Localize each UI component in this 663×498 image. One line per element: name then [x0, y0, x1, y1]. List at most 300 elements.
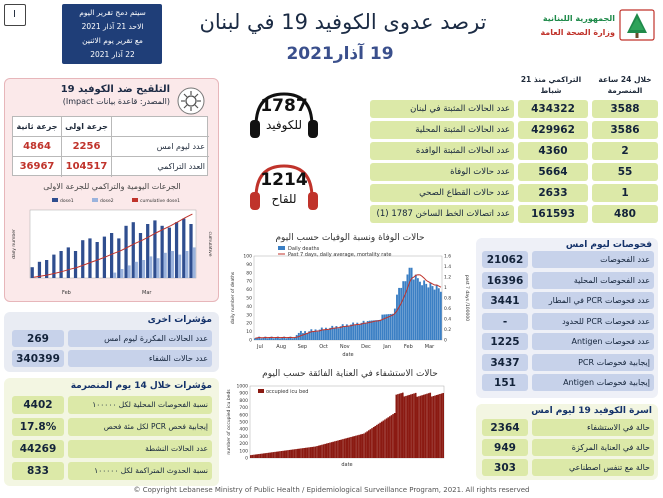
vacc-bar-dose1	[117, 238, 120, 278]
deaths-bar	[421, 285, 423, 340]
icu-x-label: date	[341, 462, 353, 466]
deaths-bar	[365, 323, 367, 340]
icu-bar	[300, 448, 302, 458]
icu-bar	[260, 454, 262, 458]
deaths-bar	[361, 323, 363, 340]
deaths-bar	[285, 338, 287, 340]
vacc-legend-label: dose2	[100, 199, 114, 204]
vacc-bar-dose2	[127, 265, 130, 278]
icu-ytick: 100	[239, 449, 248, 455]
icu-bar	[423, 395, 425, 458]
deaths-bar	[317, 332, 319, 340]
ministry-name-line1: الجمهورية اللبنانية	[542, 14, 615, 23]
icu-ytick: 500	[239, 420, 248, 426]
deaths-bar	[419, 282, 421, 340]
icu-bar	[408, 395, 410, 458]
hotline-covid-number: 1787	[260, 96, 308, 116]
summary-cum-value: 434322	[531, 103, 575, 115]
icu-bar	[407, 395, 409, 458]
deaths-bar	[402, 281, 404, 340]
icu-bar	[256, 454, 258, 458]
icu-bar	[438, 394, 440, 458]
icu-bar	[357, 435, 359, 458]
summary-col-cumulative: التراكمي منذ 21 شباط	[520, 75, 582, 95]
summary-h24-value: 3588	[610, 103, 640, 115]
deaths-bar	[310, 329, 312, 340]
deaths-chart	[228, 244, 472, 362]
vacc-bar-dose2	[113, 273, 116, 278]
icu-bar	[439, 394, 441, 458]
icu-bar	[345, 438, 347, 458]
icu-bar	[421, 395, 423, 458]
icu-bar	[431, 397, 433, 458]
deaths-ytick: 70	[246, 279, 252, 285]
deaths-bar	[436, 285, 438, 340]
deaths-y2tick: 0	[444, 338, 447, 344]
vacc-bar-dose2	[164, 253, 167, 278]
icu-bar	[353, 436, 355, 458]
icu-bar	[318, 446, 320, 458]
icu-bar	[284, 451, 286, 458]
vacc-second-cumulative: 36967	[19, 161, 55, 172]
tests-value: 151	[494, 377, 516, 389]
icu-bar	[282, 451, 284, 458]
vacc-legend-swatch	[132, 198, 138, 202]
deaths-month-label: Feb	[403, 344, 413, 350]
beds-label: حالة في العناية المركزة	[571, 443, 650, 452]
icu-legend-label: occupied icu bed	[266, 389, 309, 395]
deaths-ytick: 50	[246, 296, 252, 302]
indicator-14d-value: 4402	[23, 399, 53, 411]
icu-bar	[433, 396, 435, 458]
deaths-y2tick: 1.4	[444, 265, 452, 270]
vacc-bar-dose1	[74, 251, 77, 278]
icu-bar	[315, 446, 317, 458]
page-number-box	[4, 4, 26, 26]
deaths-bar	[429, 283, 431, 340]
icu-bar	[307, 448, 309, 458]
icu-ytick: 400	[239, 427, 248, 433]
icu-bar	[261, 454, 263, 458]
other-indicator-value: 269	[27, 333, 49, 345]
tests-label: عدد الفحوصات المحلية	[573, 275, 650, 285]
deaths-bar	[327, 330, 329, 340]
icu-bar	[332, 442, 334, 458]
deaths-ytick: 90	[246, 262, 252, 268]
deaths-y2tick: 0.6	[444, 307, 452, 312]
summary-cum-value: 4360	[538, 145, 568, 157]
icu-bar	[339, 440, 341, 458]
summary-h24-value: 3586	[610, 124, 640, 136]
icu-bar	[321, 445, 323, 458]
icu-bar	[360, 434, 362, 458]
deaths-y2tick: 1.2	[444, 275, 452, 281]
icu-chart-title: حالات الاستشفاء في العناية الفائقة حسب اليوم	[262, 369, 438, 379]
summary-row-label: عدد حالات الوفاة	[450, 167, 510, 177]
icu-bar	[426, 394, 428, 458]
tests-value: 21062	[486, 254, 524, 266]
icu-bar	[383, 421, 385, 458]
icu-bar	[271, 452, 273, 458]
vacc-header-first: جرعة اولى	[65, 122, 108, 131]
deaths-bar	[369, 321, 371, 340]
tests-label: عدد فحوصات Antigen	[571, 337, 650, 346]
deaths-bar	[415, 275, 417, 340]
icu-bar	[384, 419, 386, 458]
deaths-bar	[302, 333, 304, 340]
hotline-vaccine-label: للقاح	[271, 192, 297, 206]
deaths-bar	[406, 274, 408, 340]
indicator-14d-value: 833	[27, 465, 49, 477]
icu-bar	[434, 396, 436, 458]
icu-bar	[252, 455, 254, 458]
icu-bar	[399, 394, 401, 458]
deaths-bar	[354, 325, 356, 340]
icu-bar	[441, 393, 443, 458]
tests-label: عدد فحوصات PCR في المطار	[548, 296, 650, 305]
summary-cum-value: 429962	[531, 124, 575, 136]
icu-bar	[320, 445, 322, 458]
icu-bar	[420, 396, 422, 458]
deaths-bar	[375, 320, 377, 340]
icu-bar	[250, 455, 252, 458]
summary-h24-value: 480	[614, 208, 636, 220]
other-indicator-label: عدد حالات الشفاء	[148, 354, 208, 363]
icu-bar	[400, 393, 402, 458]
deaths-month-label: Oct	[319, 344, 328, 350]
hotline-covid-label: للكوفيد	[265, 118, 303, 132]
summary-cum-value: 5664	[538, 166, 568, 178]
deaths-bar	[312, 331, 314, 340]
vacc-bar-dose2	[142, 260, 145, 278]
vacc-bar-dose1	[38, 262, 41, 278]
vacc-bar-dose1	[161, 226, 164, 278]
beds-label: حالة في الاستشفاء	[587, 423, 650, 432]
deaths-bar	[340, 326, 342, 340]
deaths-bar	[373, 320, 375, 340]
icu-bar	[255, 454, 257, 458]
deaths-month-label: Sep	[297, 344, 308, 350]
vacc-bar-dose1	[59, 251, 62, 278]
icu-bar	[410, 394, 412, 458]
icu-bar	[402, 393, 404, 458]
icu-bar	[287, 450, 289, 458]
icu-bar	[328, 443, 330, 458]
deaths-bar	[292, 338, 294, 340]
deaths-bar	[440, 292, 442, 340]
ministry-name-line2: وزارة الصحة العامة	[540, 28, 615, 37]
deaths-bar	[404, 281, 406, 340]
vacc-bar-dose1	[81, 240, 84, 278]
cedar-logo-icon	[618, 6, 656, 44]
tests-value: 3437	[490, 356, 520, 369]
indicators-14d-title: مؤشرات خلال 14 يوم المنصرمة	[70, 381, 212, 391]
beds-value: 2364	[490, 422, 520, 434]
icu-bar	[352, 437, 354, 458]
vacc-first-yesterday: 2256	[72, 141, 101, 152]
deaths-ytick: 80	[246, 271, 252, 277]
indicator-14d-label: عدد الحالات النشطة	[145, 444, 208, 453]
icu-bar	[371, 428, 373, 458]
deaths-month-label: Mar	[424, 344, 435, 350]
vacc-bar-dose2	[120, 269, 123, 278]
icu-ytick: 900	[239, 391, 248, 397]
vacc-bar-dose1	[88, 238, 91, 278]
icu-bar	[277, 451, 279, 458]
icu-bar	[418, 396, 420, 458]
other-indicator-value: 340399	[16, 353, 60, 365]
deaths-bar	[390, 314, 392, 340]
deaths-ytick: 60	[246, 288, 252, 294]
icu-ytick: 300	[239, 434, 248, 440]
icu-bar	[365, 432, 367, 458]
deaths-bar	[344, 326, 346, 340]
deaths-bar	[350, 325, 352, 340]
summary-cum-value: 161593	[531, 208, 575, 220]
beds-title: اسرة الكوفيد 19 ليوم امس	[531, 406, 652, 416]
icu-bar	[347, 438, 349, 458]
icu-ytick: 1000	[236, 384, 248, 390]
deaths-bar	[371, 321, 373, 340]
icu-bar	[281, 451, 283, 458]
icu-bar	[294, 449, 296, 458]
vaccination-chart	[12, 194, 212, 298]
tests-label: عدد الفحوصات	[600, 255, 650, 264]
vacc-legend-label: dose1	[60, 199, 74, 204]
vacc-header-second: جرعة ثانية	[16, 122, 58, 131]
icu-ytick: 0	[245, 456, 248, 462]
summary-col-24h: خلال 24 ساعة المنصرمة	[598, 75, 652, 95]
icu-bar	[429, 393, 431, 458]
icu-ytick: 800	[239, 398, 248, 404]
summary-cum-value: 2633	[538, 187, 568, 199]
icu-ytick: 600	[239, 413, 248, 419]
tests-title: فحوصات ليوم امس	[565, 240, 652, 250]
deaths-month-label: Dec	[361, 344, 371, 350]
deaths-bar	[333, 328, 335, 340]
icu-bar	[326, 443, 328, 458]
deaths-legend-label: Daily deaths	[288, 246, 320, 252]
icu-bar	[349, 437, 351, 458]
deaths-y2tick: 0.8	[444, 296, 452, 302]
deaths-bar	[423, 280, 425, 340]
deaths-bar	[377, 320, 379, 340]
icu-bar	[316, 446, 318, 458]
summary-row-label: عدد الحالات المثبتة في لبنان	[410, 104, 510, 114]
summary-h24-value: 2	[621, 145, 629, 157]
icu-bar	[269, 453, 271, 458]
hotline-vaccine-number: 1214	[260, 170, 308, 190]
summary-h24-value: 1	[621, 187, 629, 199]
icu-bar	[258, 454, 260, 458]
tests-value: 16396	[486, 274, 524, 287]
note-line-3: مع تقرير يوم الاثنين	[82, 36, 143, 45]
vacc-y2-label: cumulative	[207, 231, 212, 257]
vacc-bar-dose2	[149, 256, 152, 278]
vacc-y-label: daily number	[12, 229, 17, 259]
deaths-y2tick: 0.4	[444, 317, 452, 323]
other-indicator-label: عدد الحالات المكررة ليوم امس	[104, 334, 208, 343]
deaths-bar	[321, 328, 323, 340]
icu-bar	[279, 451, 281, 458]
deaths-legend-label: Past 7 days, daily average, mortality rate	[288, 252, 392, 258]
deaths-ytick: 30	[246, 313, 252, 319]
deaths-bar	[348, 327, 350, 340]
icu-bar	[394, 413, 396, 458]
deaths-y2-label: past 7 days /100000	[464, 274, 469, 322]
tests-value: 3441	[490, 295, 520, 307]
note-line-1: سيتم دمج تقرير اليوم	[79, 8, 146, 17]
deaths-month-label: Jul	[256, 344, 264, 350]
icu-bar	[313, 447, 315, 458]
indicator-14d-label: نسبة الفحوصات المحلية لكل ١٠٠٠٠٠	[92, 400, 208, 409]
vacc-legend-swatch	[52, 198, 58, 202]
icu-bar	[442, 393, 444, 458]
icu-bar	[302, 448, 304, 458]
vacc-bar-dose1	[153, 220, 156, 278]
icu-bar	[274, 452, 276, 458]
deaths-bar	[425, 284, 427, 340]
icu-bar	[425, 394, 427, 458]
indicator-14d-value: 44269	[19, 443, 57, 455]
vacc-second-yesterday: 4864	[23, 141, 51, 152]
deaths-y-label: daily number of deaths	[231, 271, 236, 325]
note-line-2: الاحد 21 آذار 2021	[81, 22, 144, 31]
virus-icon	[176, 86, 206, 116]
icu-bar	[329, 443, 331, 458]
icu-bar	[266, 453, 268, 458]
vacc-label-cumulative: العدد التراكمي	[157, 162, 205, 171]
vacc-month-label: Feb	[62, 290, 71, 296]
deaths-bar	[358, 325, 360, 340]
icu-bar	[405, 396, 407, 458]
icu-ytick: 700	[239, 406, 248, 412]
icu-bar	[350, 437, 352, 458]
vacc-bar-dose1	[31, 267, 34, 278]
beds-label: حالة مع تنفس اصطناعي	[568, 463, 650, 472]
icu-bar	[341, 440, 343, 458]
vacc-label-yesterday: عدد ليوم امس	[156, 142, 205, 151]
icu-bar	[417, 397, 419, 458]
icu-bar	[286, 450, 288, 458]
icu-bar	[368, 430, 370, 458]
icu-bar	[386, 418, 388, 458]
icu-bar	[381, 422, 383, 458]
deaths-bar	[432, 286, 434, 340]
icu-bar	[292, 450, 294, 458]
icu-bar	[370, 429, 372, 458]
icu-bar	[336, 441, 338, 458]
icu-bar	[253, 455, 255, 458]
icu-bar	[323, 444, 325, 458]
vacc-bar-dose1	[67, 247, 70, 278]
vacc-bar-dose1	[168, 228, 171, 278]
footer-copyright: © Copyright Lebanese Ministry of Public Health / Epidemiological Surveillance Program, 2021. All rights reserved	[133, 486, 530, 494]
vacc-bar-dose1	[182, 219, 185, 278]
deaths-ytick: 20	[246, 321, 252, 327]
vaccination-table	[12, 116, 208, 176]
icu-legend-swatch	[258, 389, 264, 393]
deaths-bar	[438, 288, 440, 340]
deaths-month-label: Jan	[383, 344, 392, 350]
deaths-bar	[409, 268, 411, 340]
beds-value: 949	[494, 442, 516, 454]
icu-bar	[389, 416, 391, 458]
icu-bar	[324, 444, 326, 458]
deaths-month-label: Nov	[339, 344, 350, 350]
deaths-month-label: Aug	[276, 344, 287, 350]
icu-bar	[428, 393, 430, 458]
summary-row-label: عدد الحالات المثبتة الوافدة	[415, 146, 510, 156]
deaths-bar	[367, 321, 369, 340]
deaths-bar	[400, 288, 402, 340]
summary-row-label: عدد حالات القطاع الصحي	[419, 188, 510, 198]
vacc-bar-dose1	[132, 222, 135, 278]
deaths-bar	[267, 338, 269, 340]
deaths-y2tick: 0.2	[444, 328, 452, 333]
deaths-bar	[417, 278, 419, 340]
icu-bar	[303, 448, 305, 458]
icu-bar	[374, 426, 376, 458]
vacc-bar-dose1	[139, 233, 142, 278]
deaths-ytick: 10	[246, 330, 252, 336]
headset-icon	[244, 160, 324, 220]
vacc-legend-label: cumulative dose1	[140, 199, 181, 204]
note-line-4: 22 آذار 2021	[90, 50, 135, 59]
indicator-14d-label: نسبة الحدوث المتراكمة لكل ١٠٠٠٠٠	[94, 466, 208, 475]
vacc-bar-dose1	[124, 226, 127, 278]
icu-bar	[363, 434, 365, 458]
deaths-x-label: date	[342, 352, 354, 358]
deaths-bar	[379, 320, 381, 340]
icu-bar	[334, 441, 336, 458]
indicator-14d-label: إيجابية فحص PCR لكل مئة فحص	[103, 422, 208, 431]
tests-value: 1225	[490, 336, 520, 348]
vacc-bar-dose2	[192, 247, 195, 278]
icu-bar	[276, 452, 278, 458]
deaths-bar	[381, 315, 383, 340]
tests-label: إيجابية فحوصات PCR	[578, 357, 650, 367]
icu-bar	[295, 449, 297, 458]
icu-bar	[263, 453, 265, 458]
icu-bar	[290, 450, 292, 458]
deaths-bar	[304, 331, 306, 340]
icu-bar	[404, 396, 406, 458]
vaccination-source: (المصدر: قاعدة بيانات Impact)	[62, 97, 170, 106]
deaths-ytick: 100	[243, 254, 252, 260]
page-title: ترصد عدوى الكوفيد 19 في لبنان	[199, 10, 487, 34]
icu-bar	[268, 453, 270, 458]
icu-bar	[436, 395, 438, 458]
page-number: I	[13, 9, 16, 20]
vacc-bar-dose1	[189, 224, 192, 278]
hotline-vaccine	[244, 160, 324, 218]
deaths-bar	[396, 295, 398, 340]
tests-value: -	[502, 315, 508, 328]
icu-bar	[297, 449, 299, 458]
vacc-bar-dose1	[52, 255, 55, 278]
deaths-chart-title: حالات الوفاة ونسبة الوفيات حسب اليوم	[275, 233, 425, 243]
icu-bar	[376, 425, 378, 458]
deaths-bar	[434, 290, 436, 340]
summary-h24-value: 55	[617, 166, 633, 178]
icu-bar	[378, 424, 380, 458]
icu-bar	[311, 447, 313, 458]
vaccination-title: التلقيح ضد الكوفيد 19	[60, 84, 170, 95]
deaths-bar	[427, 287, 429, 340]
icu-bar	[344, 439, 346, 458]
vacc-bar-dose2	[135, 262, 138, 278]
